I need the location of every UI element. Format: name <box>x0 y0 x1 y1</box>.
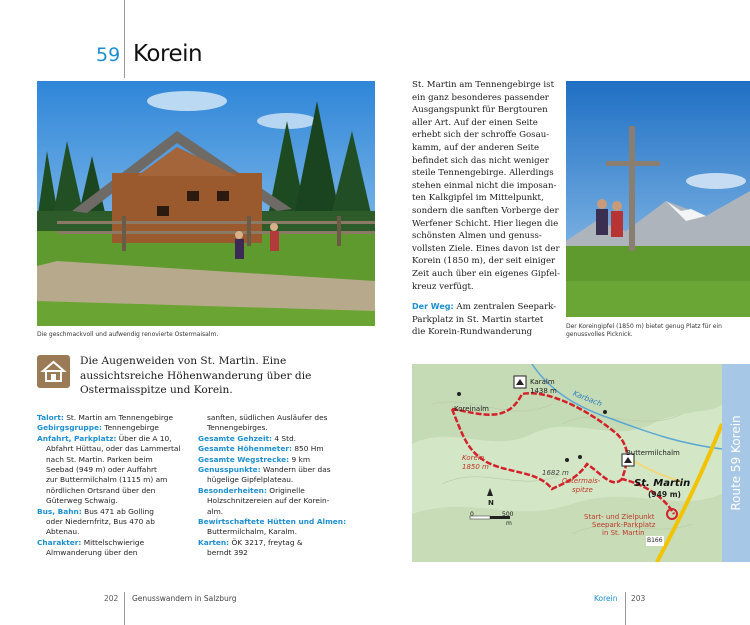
map-label-ostermais: Ostermais- <box>562 477 601 485</box>
map-label-ostermais-2: spitze <box>572 486 593 494</box>
route-side-tab-label: Route 59 Korein <box>729 415 743 511</box>
footer-right-page: 203 <box>631 594 646 603</box>
header-divider <box>124 0 125 78</box>
map-label-korein-alt: 1850 m <box>462 463 489 471</box>
page-title: Korein <box>133 41 203 67</box>
footer-divider-right <box>625 592 626 625</box>
hut-icon <box>37 355 70 388</box>
details-right: sanften, südlichen Ausläufer des Tennengebirges. Gesamte Gehzeit: 4 Std. Gesamte Höhenmeter: 850 Hm Gesamte Wegstrecke: 9 km Genusspunkte: Wandern über das hügelige Gipfelplateau. Besonderheiten: Originelle Holzschnitzereien auf der Korein- alm. Bewirtschaftete Hütten und Almen: Buttermilchalm, Karalm. Karten: ÖK 3217, freytag & berndt 392 <box>198 413 376 559</box>
map-label-stmartin-alt: (949 m) <box>648 490 681 499</box>
detail-besonderheiten: Besonderheiten: Originelle <box>198 485 305 495</box>
detail-bus-bahn: Bus, Bahn: Bus 471 ab Golling <box>37 506 154 516</box>
detail-genusspunkte: Genusspunkte: Wandern über das <box>198 465 331 475</box>
map-label-start1: Start- und Zielpunkt <box>584 513 655 521</box>
map-label-start2: Seepark-Parkplatz <box>592 521 656 529</box>
map-label-karalm-alt: 1438 m <box>530 387 557 395</box>
map-label-karbach: Karbach <box>571 388 604 409</box>
detail-karten: Karten: ÖK 3217, freytag & <box>198 537 303 547</box>
weg-paragraph: Der Weg: Am zentralen Seepark- <box>412 302 557 313</box>
body-text: St. Martin am Tennengebirge ist ein ganz besonderes passender Ausgangspunkt für Bergtouren aller Art. Auf der einen Seite erhebt sich der schroffe Gosau- kamm, auf der anderen Seite befindet sich das nicht weniger steile Tennengebirge. Allerdings stehen einmal nicht die imposan- ten Kalkgipfel im Mittelpunkt, sondern die sanften Vorberge der Werfener Schicht. Hier liegen die schönsten Almen und genuss- vollsten Ziele. Eines davon ist der Korein (1850 m), der seit einiger Zeit auch über ein eigenes Gipfel- kreuz verfügt. Der Weg: Am zentralen Seepark- Parkplatz in St. Martin startet die Korein-Rundwanderung <box>412 80 561 338</box>
summit-photo <box>566 81 750 317</box>
map-north: N <box>488 499 494 507</box>
map-label-karalm: Karalm <box>530 378 555 386</box>
map-label-koreinalm: Koreinalm <box>454 405 489 413</box>
map-scale-500: 500 <box>502 511 514 518</box>
route-map <box>412 364 722 562</box>
detail-gehzeit: Gesamte Gehzeit: 4 Std. <box>198 433 297 443</box>
footer-left-page: 202 <box>104 594 119 603</box>
intro-text: Die Augenweiden von St. Martin. Eine aussichtsreiche Höhenwanderung über die Ostermaisspitze und Korein. <box>80 355 312 396</box>
map-road-label: B166 <box>646 536 664 546</box>
footer-divider-left <box>124 592 125 625</box>
footer-right-text: Korein <box>594 594 618 603</box>
map-label-start3: in St. Martin <box>602 529 645 537</box>
main-photo-ostermaisalm <box>37 81 375 326</box>
main-photo-caption: Die geschmackvoll und aufwendig renovierte Ostermaisalm. <box>37 331 219 338</box>
detail-gebirgsgruppe: Gebirgsgruppe: Tennengebirge <box>37 423 159 433</box>
detail-talort: Talort: St. Martin am Tennengebirge <box>37 413 174 422</box>
map-scale-0: 0 <box>470 511 474 518</box>
map-label-stmartin: St. Martin <box>634 478 691 489</box>
map-label-buttermilchalm: Buttermilchalm <box>626 449 680 457</box>
detail-charakter: Charakter: Mittelschwierige <box>37 537 145 547</box>
footer-left-text: Genusswandern in Salzburg <box>132 594 237 603</box>
map-scale-unit: m <box>506 520 512 527</box>
details-left: Talort: St. Martin am Tennengebirge Gebirgsgruppe: Tennengebirge Anfahrt, Parkplatz: Über die A 10, Abfahrt Hüttau, oder das Lammertal nach St. Martin. Parken beim Seebad (949 m) oder Auffahrt zur Buttermilchalm (1115 m) am nördlichen Ortsrand über den Güterweg Schwaig. Bus, Bahn: Bus 471 ab Golling oder Niedernfritz, Bus 470 ab Abtenau. Charakter: Mittelschwierige Almwanderung über den <box>37 413 202 559</box>
detail-wegstrecke: Gesamte Wegstrecke: 9 km <box>198 454 311 464</box>
detail-anfahrt: Anfahrt, Parkplatz: Über die A 10, <box>37 433 172 443</box>
detail-huetten: Bewirtschaftete Hütten und Almen: <box>198 517 347 527</box>
summit-photo-caption: Der Koreingipfel (1850 m) bietet genug Platz für ein genussvolles Picknick. <box>566 323 722 338</box>
detail-hoehenmeter: Gesamte Höhenmeter: 850 Hm <box>198 444 324 454</box>
map-label-korein: Korein <box>462 454 485 462</box>
route-number: 59 <box>96 44 121 66</box>
map-label-ostermais-alt: 1682 m <box>542 469 569 477</box>
